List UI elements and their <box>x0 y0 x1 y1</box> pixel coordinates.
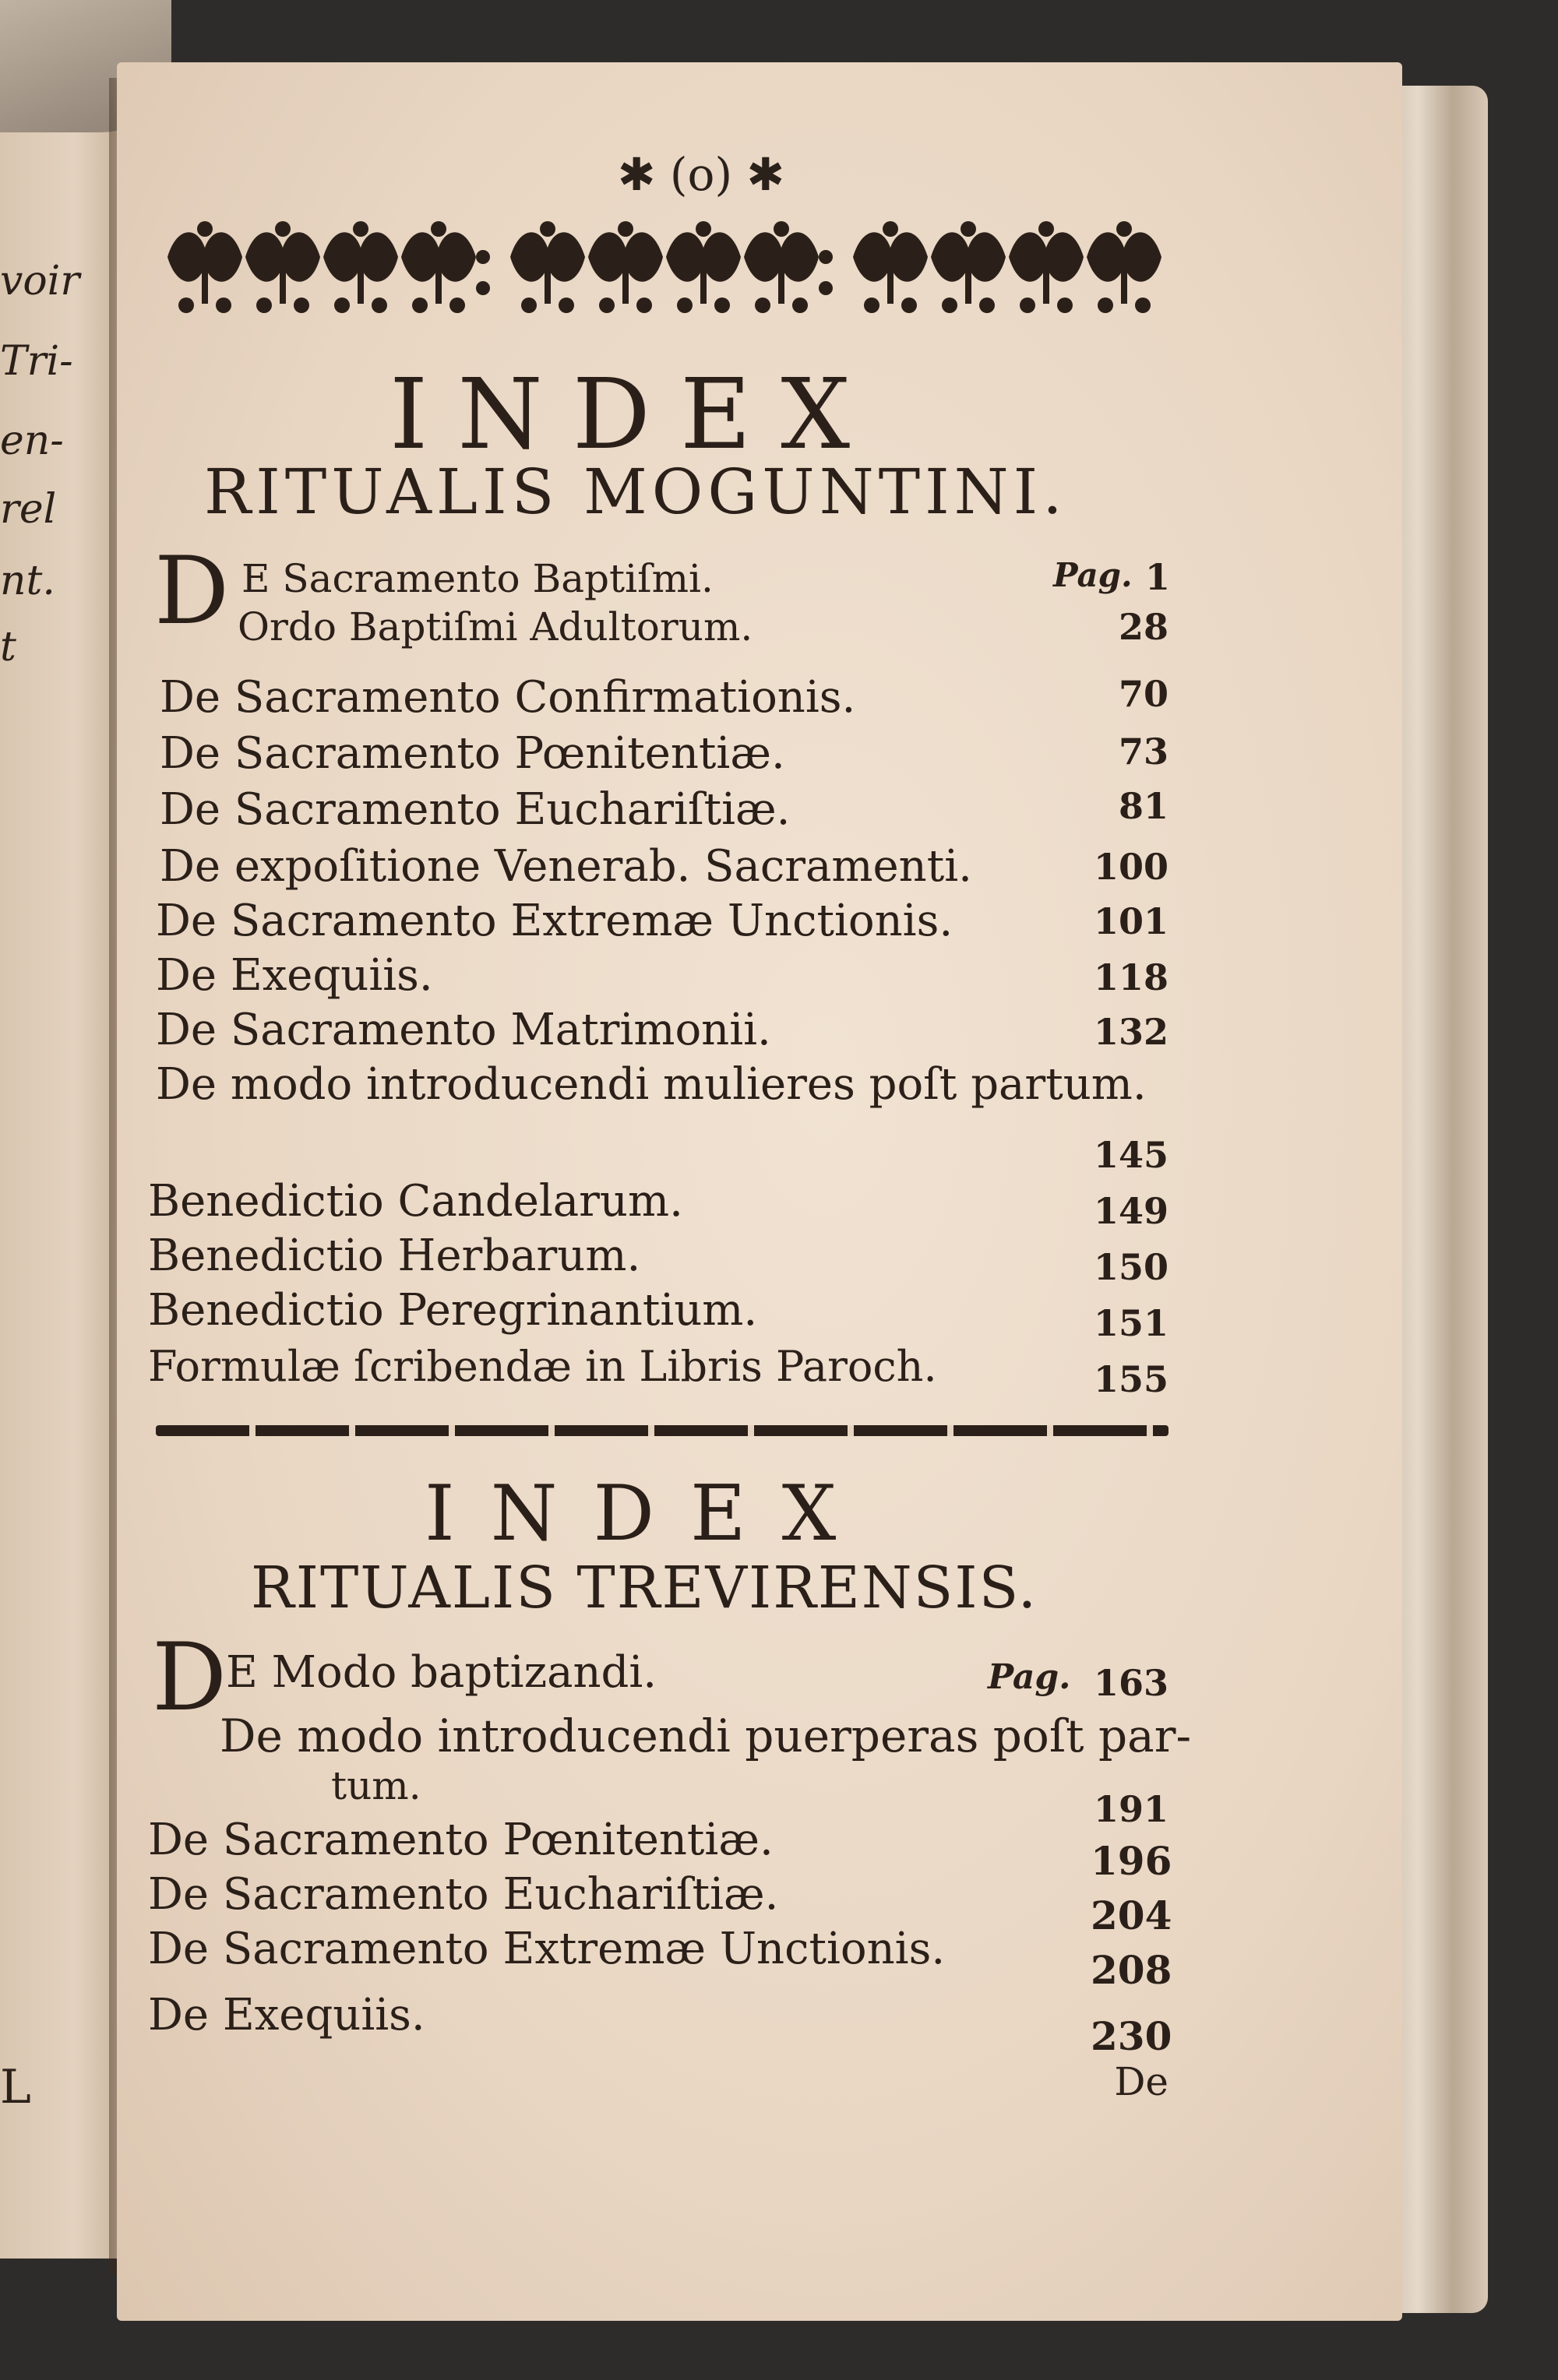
index1-entry: De Sacramento Extremæ Unctionis. <box>156 896 953 946</box>
index1-page: 81 <box>1118 785 1168 827</box>
index1-entry: Ordo Baptiſmi Adultorum. <box>238 604 753 650</box>
index2-page: 196 <box>1091 1838 1172 1884</box>
index1-page-label: Pag. <box>1053 556 1133 594</box>
index1-page: 149 <box>1093 1190 1168 1232</box>
index1-page: 155 <box>1093 1358 1168 1400</box>
index2-page-label: Pag. <box>988 1657 1071 1697</box>
index1-entry: E Sacramento Baptiſmi. <box>241 556 714 601</box>
index2-entry-continuation: tum. <box>331 1763 421 1808</box>
index1-entry: De Sacramento Pœnitentiæ. <box>160 728 785 779</box>
index1-page: 118 <box>1093 956 1168 998</box>
index1-entry: De modo introducendi mulieres poſt partum. <box>156 1059 1147 1110</box>
index2-page: 191 <box>1093 1788 1168 1830</box>
running-head <box>545 148 857 201</box>
index1-page: 151 <box>1093 1302 1168 1344</box>
index1-page: 145 <box>1093 1134 1168 1176</box>
left-fragment: L <box>0 2060 31 2114</box>
index1-entry: De Sacramento Confirmationis. <box>160 672 856 723</box>
index1-entry: De Sacramento Euchariſtiæ. <box>160 784 791 835</box>
index1-title: INDEX <box>390 358 880 471</box>
left-fragment: rel <box>0 486 57 533</box>
index1-entry: Benedictio Peregrinantium. <box>148 1285 758 1336</box>
index1-page: 73 <box>1118 731 1168 773</box>
index2-entry: E Modo baptizandi. <box>226 1647 657 1698</box>
left-fragment: voir <box>0 258 80 305</box>
index1-initial: D <box>154 537 230 646</box>
left-fragment: t <box>0 624 16 671</box>
index2-entry: De Sacramento Pœnitentiæ. <box>148 1815 774 1865</box>
index1-page: 70 <box>1118 673 1168 715</box>
left-fragment: en- <box>0 417 64 464</box>
index1-entry: De Exequiis. <box>156 950 433 1001</box>
index1-entry: De Sacramento Matrimonii. <box>156 1005 771 1055</box>
page-number-head: (o) <box>669 148 733 201</box>
index1-page: 101 <box>1093 900 1168 942</box>
left-fragment: Tri- <box>0 338 73 385</box>
index2-page: 163 <box>1093 1662 1168 1704</box>
index2-initial: D <box>152 1624 227 1732</box>
index2-page: 204 <box>1091 1892 1172 1938</box>
index2-entry: De Sacramento Extremæ Unctionis. <box>148 1924 946 1974</box>
index2-entry: De modo introducendi puerperas poſt par- <box>220 1709 1192 1762</box>
index1-subtitle: RITUALIS MOGUNTINI. <box>204 456 1067 528</box>
index2-subtitle: RITUALIS TREVIRENSIS. <box>251 1554 1038 1621</box>
head-ornament-left: ✱ <box>617 148 670 201</box>
index2-page: 230 <box>1091 2013 1172 2059</box>
head-ornament-right: ✱ <box>732 148 785 201</box>
index1-entry: Benedictio Herbarum. <box>148 1230 641 1281</box>
section-divider <box>156 1425 1168 1436</box>
index1-entry: Formulæ ſcribendæ in Libris Paroch. <box>148 1342 937 1391</box>
index1-page: 132 <box>1093 1011 1168 1053</box>
index1-page: 100 <box>1093 846 1168 888</box>
index2-title: INDEX <box>425 1470 872 1558</box>
index2-entry: De Sacramento Euchariſtiæ. <box>148 1869 779 1920</box>
index1-page: 1 <box>1145 556 1171 598</box>
ornament-band <box>167 210 1204 331</box>
index1-entry: Benedictio Candelarum. <box>148 1176 683 1227</box>
index2-entry: De Exequiis. <box>148 1990 425 2040</box>
catchword: De <box>1114 2059 1168 2104</box>
index1-page: 150 <box>1093 1246 1168 1288</box>
index1-entry: De expoſitione Venerab. Sacramenti. <box>160 841 972 892</box>
left-fragment: nt. <box>0 558 55 604</box>
index1-page: 28 <box>1118 606 1168 648</box>
index2-page: 208 <box>1091 1947 1172 1993</box>
